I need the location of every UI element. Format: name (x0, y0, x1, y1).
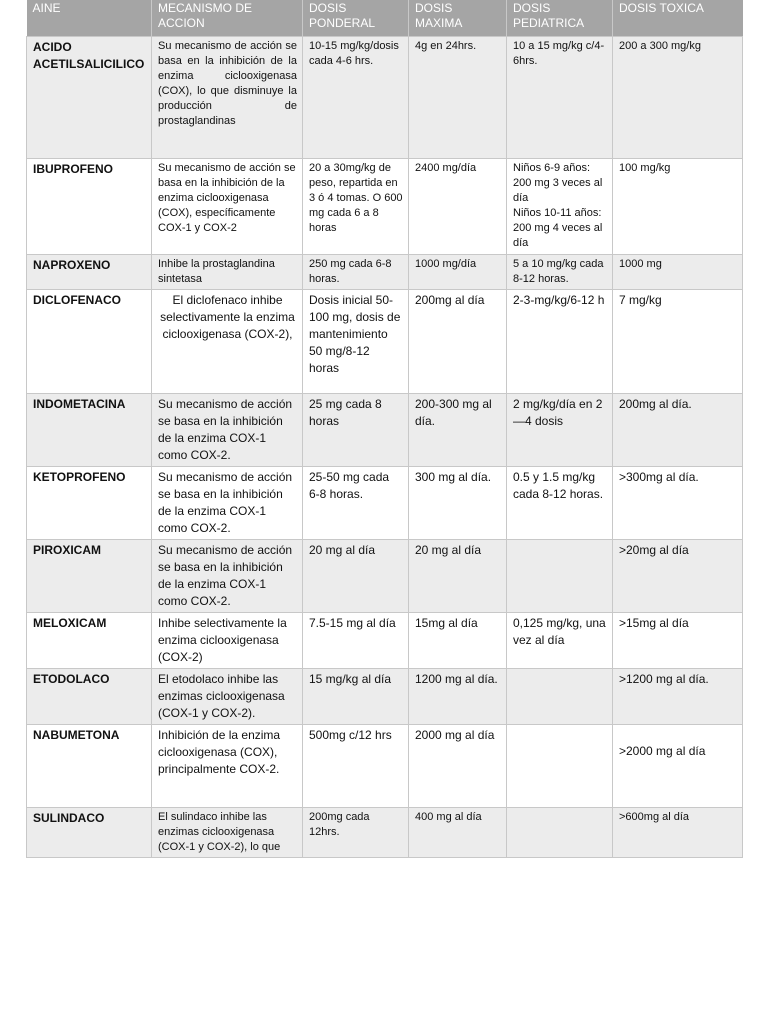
maxima-cell: 2400 mg/día (409, 159, 507, 255)
mechanism-cell: El etodolaco inhibe las enzimas ciclooxigenasa (COX-1 y COX-2). (152, 669, 303, 725)
maxima-cell: 1000 mg/día (409, 255, 507, 290)
maxima-cell: 15mg al día (409, 613, 507, 669)
table-row (27, 394, 743, 467)
table-row (27, 159, 743, 255)
mechanism-cell: Su mecanismo de acción se basa en la inhibición de la enzima COX-1 como COX-2. (152, 467, 303, 540)
ponderal-cell: 25 mg cada 8 horas (303, 394, 409, 467)
maxima-cell: 2000 mg al día (409, 725, 507, 808)
drug-name: SULINDACO (27, 808, 152, 858)
mechanism-cell: Inhibición de la enzima ciclooxigenasa (COX), principalmente COX-2. (152, 725, 303, 808)
drug-name: ETODOLACO (27, 669, 152, 725)
drug-name: DICLOFENACO (27, 290, 152, 394)
toxica-cell: >2000 mg al día (613, 725, 743, 808)
toxica-cell: >1200 mg al día. (613, 669, 743, 725)
pediatrica-cell: Niños 6-9 años: 200 mg 3 veces al día Niños 10-11 años: 200 mg 4 veces al día (507, 159, 613, 255)
table-row (27, 669, 743, 725)
pediatrica-cell (507, 540, 613, 613)
pediatrica-cell: 2-3-mg/kg/6-12 h (507, 290, 613, 394)
toxica-cell: 100 mg/kg (613, 159, 743, 255)
table-row (27, 725, 743, 808)
mechanism-cell: Su mecanismo de acción se basa en la inhibición de la enzima COX-1 como COX-2. (152, 394, 303, 467)
ponderal-cell: 15 mg/kg al día (303, 669, 409, 725)
toxica-cell: 7 mg/kg (613, 290, 743, 394)
aine-dosage-table (26, 0, 743, 858)
pediatrica-cell: 5 a 10 mg/kg cada 8-12 horas. (507, 255, 613, 290)
ponderal-cell: Dosis inicial 50-100 mg, dosis de mantenimiento 50 mg/8-12 horas (303, 290, 409, 394)
table-row (27, 37, 743, 159)
ponderal-cell: 7.5-15 mg al día (303, 613, 409, 669)
ponderal-cell: 250 mg cada 6-8 horas. (303, 255, 409, 290)
toxica-cell: >300mg al día. (613, 467, 743, 540)
pediatrica-cell (507, 669, 613, 725)
drug-name: INDOMETACINA (27, 394, 152, 467)
ponderal-cell: 20 a 30mg/kg de peso, repartida en 3 ó 4 tomas. O 600 mg cada 6 a 8 horas (303, 159, 409, 255)
maxima-cell: 1200 mg al día. (409, 669, 507, 725)
drug-name: KETOPROFENO (27, 467, 152, 540)
header-mecanismo: MECANISMO DE ACCION (152, 0, 303, 37)
pediatrica-cell: 2 mg/kg/día en 2—4 dosis (507, 394, 613, 467)
maxima-cell: 20 mg al día (409, 540, 507, 613)
maxima-cell: 200mg al día (409, 290, 507, 394)
ponderal-cell: 200mg cada 12hrs. (303, 808, 409, 858)
drug-name: MELOXICAM (27, 613, 152, 669)
ponderal-cell: 10-15 mg/kg/dosis cada 4-6 hrs. (303, 37, 409, 159)
mechanism-cell: Inhibe selectivamente la enzima ciclooxigenasa (COX-2) (152, 613, 303, 669)
toxica-cell: 200 a 300 mg/kg (613, 37, 743, 159)
toxica-cell: >20mg al día (613, 540, 743, 613)
pediatrica-cell: 0,125 mg/kg, una vez al día (507, 613, 613, 669)
table-row (27, 540, 743, 613)
toxica-cell: >600mg al día (613, 808, 743, 858)
table-row (27, 613, 743, 669)
drug-name: NABUMETONA (27, 725, 152, 808)
pediatrica-cell (507, 808, 613, 858)
toxica-cell: >15mg al día (613, 613, 743, 669)
toxica-cell: 1000 mg (613, 255, 743, 290)
drug-name: NAPROXENO (27, 255, 152, 290)
header-aine: AINE (27, 0, 152, 37)
drug-name: IBUPROFENO (27, 159, 152, 255)
maxima-cell: 200-300 mg al día. (409, 394, 507, 467)
mechanism-cell: Su mecanismo de acción se basa en la inhibición de la enzima COX-1 como COX-2. (152, 540, 303, 613)
table-header-row (27, 0, 743, 37)
table-row (27, 255, 743, 290)
maxima-cell: 300 mg al día. (409, 467, 507, 540)
maxima-cell: 400 mg al día (409, 808, 507, 858)
mechanism-cell: Su mecanismo de acción se basa en la inhibición de la enzima ciclooxigenasa (COX), lo que disminuye la producción de prostaglandinas (152, 37, 303, 159)
ponderal-cell: 20 mg al día (303, 540, 409, 613)
pediatrica-cell: 10 a 15 mg/kg c/4-6hrs. (507, 37, 613, 159)
mechanism-cell: El sulindaco inhibe las enzimas ciclooxigenasa (COX-1 y COX-2), lo que (152, 808, 303, 858)
pediatrica-cell: 0.5 y 1.5 mg/kg cada 8-12 horas. (507, 467, 613, 540)
maxima-cell: 4g en 24hrs. (409, 37, 507, 159)
mechanism-cell: Inhibe la prostaglandina sintetasa (152, 255, 303, 290)
pediatrica-cell (507, 725, 613, 808)
mechanism-cell: Su mecanismo de acción se basa en la inhibición de la enzima ciclooxigenasa (COX), específicamente COX-1 y COX-2 (152, 159, 303, 255)
header-dosis-ponderal: DOSIS PONDERAL (303, 0, 409, 37)
header-dosis-toxica: DOSIS TOXICA (613, 0, 743, 37)
table-row (27, 290, 743, 394)
table-row (27, 467, 743, 540)
ponderal-cell: 500mg c/12 hrs (303, 725, 409, 808)
table-row (27, 808, 743, 858)
header-dosis-maxima: DOSIS MAXIMA (409, 0, 507, 37)
header-dosis-pediatrica: DOSIS PEDIATRICA (507, 0, 613, 37)
ponderal-cell: 25-50 mg cada 6-8 horas. (303, 467, 409, 540)
mechanism-cell: El diclofenaco inhibe selectivamente la enzima ciclooxigenasa (COX-2), (152, 290, 303, 394)
drug-name: ACIDO ACETILSALICILICO (27, 37, 152, 159)
drug-name: PIROXICAM (27, 540, 152, 613)
toxica-cell: 200mg al día. (613, 394, 743, 467)
